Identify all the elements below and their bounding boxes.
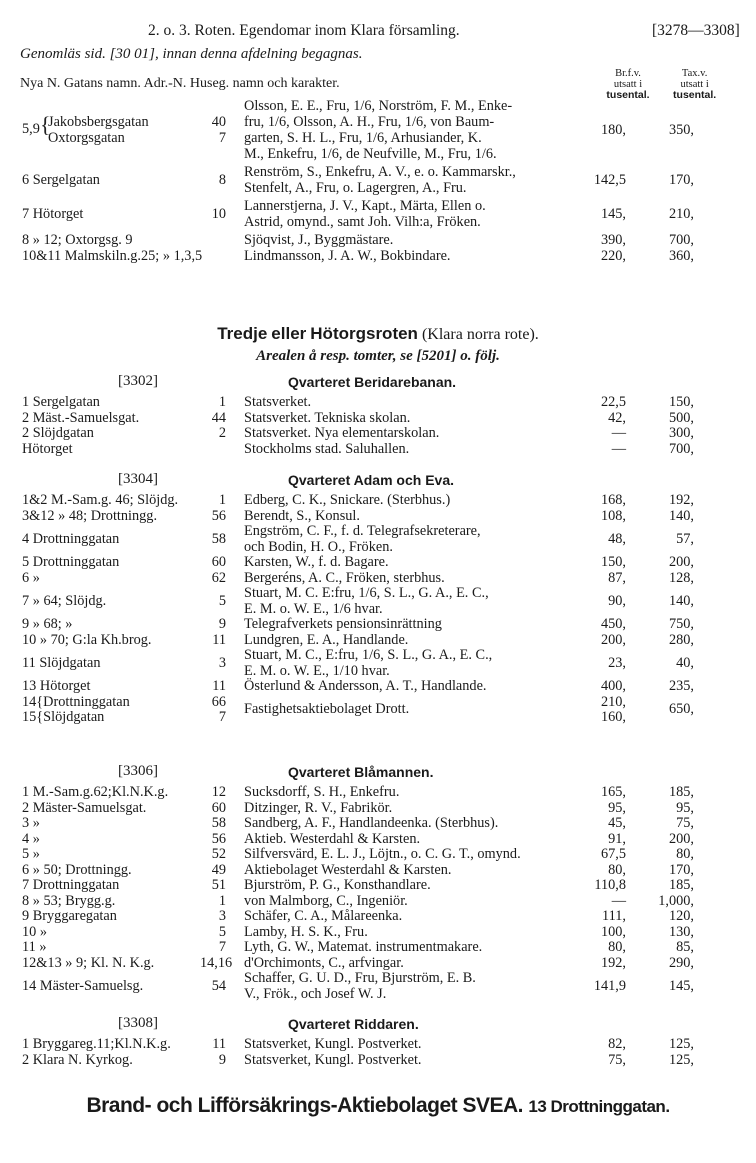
street-number: 7 xyxy=(218,709,226,725)
brfv-value: 111, xyxy=(602,908,626,924)
owner-line: Lindmansson, J. A. W., Bokbindare. xyxy=(244,248,451,264)
block-code: [3308] xyxy=(118,1015,158,1031)
street-number: 1 xyxy=(218,492,226,508)
address-line: 8 » 12; Oxtorgsg. 9 xyxy=(22,232,133,248)
brfv-value: 180, xyxy=(600,122,626,138)
address-line: Jakobsbergsgatan xyxy=(48,114,149,130)
owner-line: Lundgren, E. A., Handlande. xyxy=(244,631,409,648)
address-line: 7 Hötorget xyxy=(22,206,84,222)
taxv-value: 360, xyxy=(668,248,694,264)
page-title: 2. o. 3. Roten. Egendomar inom Klara församling. xyxy=(148,22,460,39)
taxv-value: 290, xyxy=(668,954,694,971)
address-line: 6 » 50; Drottningg. xyxy=(22,861,132,878)
brfv-value: 390, xyxy=(600,232,626,248)
brfv-value: 95, xyxy=(608,799,626,816)
section-subtitle: Arealen å resp. tomter, se [5201] o. följ. xyxy=(256,348,500,364)
address-line: 14 Mäster-Samuelsg. xyxy=(22,977,144,994)
taxv-value: 130, xyxy=(668,923,694,940)
address-line: 5 » xyxy=(22,846,40,862)
address-line: 12&13 » 9; Kl. N. K.g. xyxy=(22,954,155,971)
owner-line: och Bodin, H. O., Fröken. xyxy=(244,538,393,555)
street-number: 52 xyxy=(211,846,226,862)
owner-line: Stuart, M. C. E:fru, 1/6, S. L., G. A., E. C., xyxy=(244,585,489,601)
address-line: Hötorget xyxy=(22,440,73,457)
street-number: 44 xyxy=(211,409,226,426)
brfv-value: — xyxy=(611,425,626,441)
taxv-value: 120, xyxy=(668,908,694,924)
street-number: 3 xyxy=(218,654,226,671)
taxv-value: 235, xyxy=(668,678,694,694)
street-number: 58 xyxy=(211,530,226,547)
taxv-value: 650, xyxy=(668,701,694,718)
owner-line: Olsson, E. E., Fru, 1/6, Norström, F. M., Enke- xyxy=(244,98,513,114)
brfv-value: 23, xyxy=(608,654,626,671)
taxv-value: 750, xyxy=(668,616,694,632)
brfv-value: 80, xyxy=(608,939,626,955)
street-number: 56 xyxy=(211,507,226,524)
street-number: 7 xyxy=(218,939,226,955)
address-line: 10&11 Malmskiln.g.25; » 1,3,5 xyxy=(22,248,203,264)
taxv-value: 40, xyxy=(676,654,694,671)
owner-line: garten, S. H. L., Fru, 1/6, Arhusiander, K. xyxy=(244,130,482,146)
owner-line: Berendt, S., Konsul. xyxy=(244,507,360,524)
taxv-value: 210, xyxy=(668,206,694,222)
owner-line: Statsverket. xyxy=(244,394,312,410)
taxv-value: 185, xyxy=(668,877,694,893)
address-line: 2 Mäst.-Samuelsgat. xyxy=(22,409,140,426)
street-number: 58 xyxy=(211,815,226,831)
brfv-value: 142,5 xyxy=(593,172,626,188)
street-number: 9 xyxy=(218,1051,226,1068)
owner-line: Aktieb. Westerdahl & Karsten. xyxy=(244,830,421,847)
street-number: 56 xyxy=(211,830,226,847)
street-number: 10 xyxy=(211,206,226,222)
taxv-value: 125, xyxy=(668,1051,694,1068)
brfv-value: — xyxy=(611,440,626,457)
taxv-value: 700, xyxy=(668,232,694,248)
taxv-value: 192, xyxy=(668,492,694,508)
brfv-value: 82, xyxy=(608,1036,626,1052)
taxv-value: 57, xyxy=(676,530,694,547)
taxv-value: 145, xyxy=(668,977,694,994)
street-number: 11 xyxy=(212,1036,226,1052)
address-line: 3 » xyxy=(22,815,40,831)
taxv-value: 75, xyxy=(676,815,694,831)
owner-line: E. M. o. W. E., 1/6 hvar. xyxy=(244,600,383,617)
address-line: 6 » xyxy=(22,569,40,586)
taxv-value: 140, xyxy=(668,507,694,524)
address-line: 1 Sergelgatan xyxy=(22,394,100,410)
brfv-value: 87, xyxy=(608,569,626,586)
brfv-value: 90, xyxy=(608,592,626,609)
brfv-value: 450, xyxy=(600,616,626,632)
address-line: 14{Drottninggatan xyxy=(22,693,130,710)
street-number: 14,16 xyxy=(200,954,233,971)
owner-line: E. M. o. W. E., 1/10 hvar. xyxy=(244,662,390,679)
page-header xyxy=(148,22,740,40)
taxv-value: 128, xyxy=(668,569,694,586)
address-line: 15{Slöjdgatan xyxy=(22,709,105,725)
brfv-value: 141,9 xyxy=(593,977,626,994)
taxv-value: 500, xyxy=(668,409,694,426)
owner-line: Lannerstjerna, J. V., Kapt., Märta, Ellen o. xyxy=(244,198,486,214)
address-line: 10 » xyxy=(22,923,48,940)
block-name: Qvarteret Blåmannen. xyxy=(288,764,434,780)
brfv-heading: Br.f.v. utsatt i tusental. xyxy=(606,68,650,101)
brfv-value: 220, xyxy=(600,248,626,264)
owner-line: Fastighetsaktiebolaget Drott. xyxy=(244,701,410,718)
owner-line: Schaffer, G. U. D., Fru, Bjurström, E. B. xyxy=(244,970,476,986)
block-code: [3302] xyxy=(118,373,158,389)
brfv-value: 150, xyxy=(600,554,626,570)
owner-line: Sucksdorff, S. H., Enkefru. xyxy=(244,784,400,800)
block-code: [3306] xyxy=(118,763,158,779)
street-number: 1 xyxy=(218,892,226,909)
street-number: 60 xyxy=(211,554,226,570)
address-line: 3&12 » 48; Drottningg. xyxy=(22,507,158,524)
brfv-value: 45, xyxy=(608,815,626,831)
owner-line: Stenfelt, A., Fru, o. Lagergren, A., Fru. xyxy=(244,180,467,196)
brfv-value: 145, xyxy=(600,206,626,222)
address-line: 2 Slöjdgatan xyxy=(22,425,94,441)
address-line: 11 » xyxy=(22,939,47,955)
footer-advert: Brand- och Lifförsäkrings-Aktiebolaget SVEA. 13 Drottninggatan. xyxy=(86,1094,670,1117)
owner-line: V., Frök., och Josef W. J. xyxy=(244,985,387,1002)
address-line: 13 Hötorget xyxy=(22,678,91,694)
owner-line: Schäfer, C. A., Målareenka. xyxy=(244,908,403,924)
brfv-value: 80, xyxy=(608,861,626,878)
address-line: 2 Mäster-Samuelsgat. xyxy=(22,799,147,816)
address-line: 7 Drottninggatan xyxy=(22,877,120,893)
page-code: [3278—3308] xyxy=(652,22,740,39)
brfv-value: 165, xyxy=(600,784,626,800)
brfv-value: 42, xyxy=(608,409,626,426)
owner-line: Sjöqvist, J., Byggmästare. xyxy=(244,232,394,248)
taxv-value: 140, xyxy=(668,592,694,609)
owner-line: fru, 1/6, Olsson, A. H., Fru, 1/6, von Baum- xyxy=(244,114,495,130)
brfv-value: 400, xyxy=(600,678,626,694)
owner-line: Aktiebolaget Westerdahl & Karsten. xyxy=(244,861,452,878)
street-number: 2 xyxy=(218,425,226,441)
street-number: 5 xyxy=(218,923,226,940)
street-number: 1 xyxy=(218,394,226,410)
brfv-value: 108, xyxy=(600,507,626,524)
block-name: Qvarteret Adam och Eva. xyxy=(288,472,454,488)
brfv-value: 168, xyxy=(600,492,626,508)
street-number: 62 xyxy=(211,569,226,586)
taxv-value: 170, xyxy=(668,861,694,878)
street-number: 7 xyxy=(218,130,226,146)
address-line: 8 » 53; Brygg.g. xyxy=(22,892,116,909)
taxv-value: 700, xyxy=(668,440,694,457)
street-number: 11 xyxy=(212,631,226,648)
block-name: Qvarteret Riddaren. xyxy=(288,1016,419,1032)
address-line: 10 » 70; G:la Kh.brog. xyxy=(22,631,152,648)
taxv-value: 95, xyxy=(676,799,694,816)
owner-line: Bergeréns, A. C., Fröken, sterbhus. xyxy=(244,569,445,586)
brfv-value: — xyxy=(611,892,626,909)
block-code: [3304] xyxy=(118,471,158,487)
taxv-value: 300, xyxy=(668,425,694,441)
value-column-headings xyxy=(596,68,727,101)
brfv-value: 67,5 xyxy=(600,846,626,862)
taxv-value: 185, xyxy=(668,784,694,800)
owner-line: Lamby, H. S. K., Fru. xyxy=(244,923,368,940)
street-number: 49 xyxy=(211,861,226,878)
block-name: Qvarteret Beridarebanan. xyxy=(288,374,457,390)
brfv-value: 48, xyxy=(608,530,626,547)
address-line: 11 Slöjdgatan xyxy=(22,654,101,671)
owner-line: Edberg, C. K., Snickare. (Sterbhus.) xyxy=(244,492,451,508)
owner-line: Statsverket. Nya elementarskolan. xyxy=(244,425,440,441)
street-number: 51 xyxy=(211,877,226,893)
owner-line: Ditzinger, R. V., Fabrikör. xyxy=(244,799,393,816)
owner-line: Telegrafverkets pensionsinrättning xyxy=(244,616,442,632)
owner-line: Statsverket, Kungl. Postverket. xyxy=(244,1051,422,1068)
address-line: 1 M.-Sam.g.62;Kl.N.K.g. xyxy=(22,784,169,800)
owner-line: Österlund & Andersson, A. T., Handlande. xyxy=(244,678,487,694)
brfv-value: 192, xyxy=(600,954,626,971)
brfv-value: 75, xyxy=(608,1051,626,1068)
entry-prefix: 5,9 xyxy=(22,121,40,137)
taxv-value: 170, xyxy=(668,172,694,188)
owner-line: Stuart, M. C., E:fru, 1/6, S. L., G. A., E. C., xyxy=(244,647,493,663)
street-number: 5 xyxy=(218,592,226,609)
owner-line: Bjurström, P. G., Konsthandlare. xyxy=(244,877,431,893)
taxv-value: 80, xyxy=(676,846,694,862)
address-line: 5 Drottninggatan xyxy=(22,554,120,570)
brfv-value: 91, xyxy=(608,830,626,847)
brfv-value: 210, xyxy=(600,693,626,710)
taxv-value: 200, xyxy=(668,830,694,847)
taxv-value: 280, xyxy=(668,631,694,648)
address-line: 4 » xyxy=(22,830,40,847)
street-number: 54 xyxy=(211,977,226,994)
address-line: 1&2 M.-Sam.g. 46; Slöjdg. xyxy=(22,492,179,508)
brfv-value: 22,5 xyxy=(600,394,626,410)
taxv-value: 125, xyxy=(668,1036,694,1052)
brfv-value: 100, xyxy=(600,923,626,940)
owner-line: M., Enkefru, 1/6, de Neufville, M., Fru, 1/6. xyxy=(244,146,497,162)
taxv-heading: Tax.v. utsatt i tusental. xyxy=(673,68,717,101)
owner-line: Sandberg, A. F., Handlandeenka. (Sterbhus). xyxy=(244,815,499,831)
street-number: 8 xyxy=(218,172,226,188)
address-line: 2 Klara N. Kyrkog. xyxy=(22,1051,133,1068)
owner-line: Statsverket, Kungl. Postverket. xyxy=(244,1036,422,1052)
brfv-value: 160, xyxy=(600,709,626,725)
address-line: 6 Sergelgatan xyxy=(22,172,100,188)
taxv-value: 1,000, xyxy=(658,892,694,909)
brfv-value: 200, xyxy=(600,631,626,648)
street-number: 12 xyxy=(211,784,226,800)
address-line: Oxtorgsgatan xyxy=(48,130,125,146)
taxv-value: 85, xyxy=(676,939,694,955)
owner-line: d'Orchimonts, C., arfvingar. xyxy=(244,954,404,971)
address-line: 9 Bryggaregatan xyxy=(22,908,117,924)
taxv-value: 350, xyxy=(668,122,694,138)
section-title: Tredje eller Hötorgsroten (Klara norra rote). xyxy=(217,324,539,343)
address-line: 1 Bryggareg.11;Kl.N.K.g. xyxy=(22,1036,171,1052)
address-line: 9 » 68; » xyxy=(22,616,73,632)
street-number: 9 xyxy=(218,616,226,632)
street-number: 3 xyxy=(218,908,226,924)
address-line: 4 Drottninggatan xyxy=(22,530,120,547)
owner-line: Statsverket. Tekniska skolan. xyxy=(244,409,411,426)
page-subtitle: Genomläs sid. [30 01], innan denna afdelning begagnas. xyxy=(20,46,363,62)
owner-line: von Malmborg, C., Ingeniör. xyxy=(244,892,408,909)
owner-line: Astrid, omynd., samt Joh. Vilh:a, Fröken. xyxy=(244,214,481,230)
brfv-value: 110,8 xyxy=(594,877,626,893)
owner-line: Engström, C. F., f. d. Telegrafsekreterare, xyxy=(244,523,481,539)
taxv-value: 200, xyxy=(668,554,694,570)
street-number: 40 xyxy=(211,114,226,130)
owner-line: Lyth, G. W., Matemat. instrumentmakare. xyxy=(244,939,483,955)
column-headings: Nya N. Gatans namn. Adr.-N. Huseg. namn och karakter. xyxy=(20,76,340,91)
address-line: 7 » 64; Slöjdg. xyxy=(22,592,107,609)
owner-line: Stockholms stad. Saluhallen. xyxy=(244,440,410,457)
street-number: 11 xyxy=(212,678,226,694)
taxv-value: 150, xyxy=(668,394,694,410)
owner-line: Karsten, W., f. d. Bagare. xyxy=(244,554,389,570)
street-number: 66 xyxy=(211,693,226,710)
owner-line: Silfversvärd, E. L. J., Löjtn., o. C. G. T., omynd. xyxy=(244,846,521,862)
owner-line: Renström, S., Enkefru, A. V., e. o. Kammarskr., xyxy=(244,164,516,180)
brace-icon: { xyxy=(40,112,51,137)
street-number: 60 xyxy=(211,799,226,816)
